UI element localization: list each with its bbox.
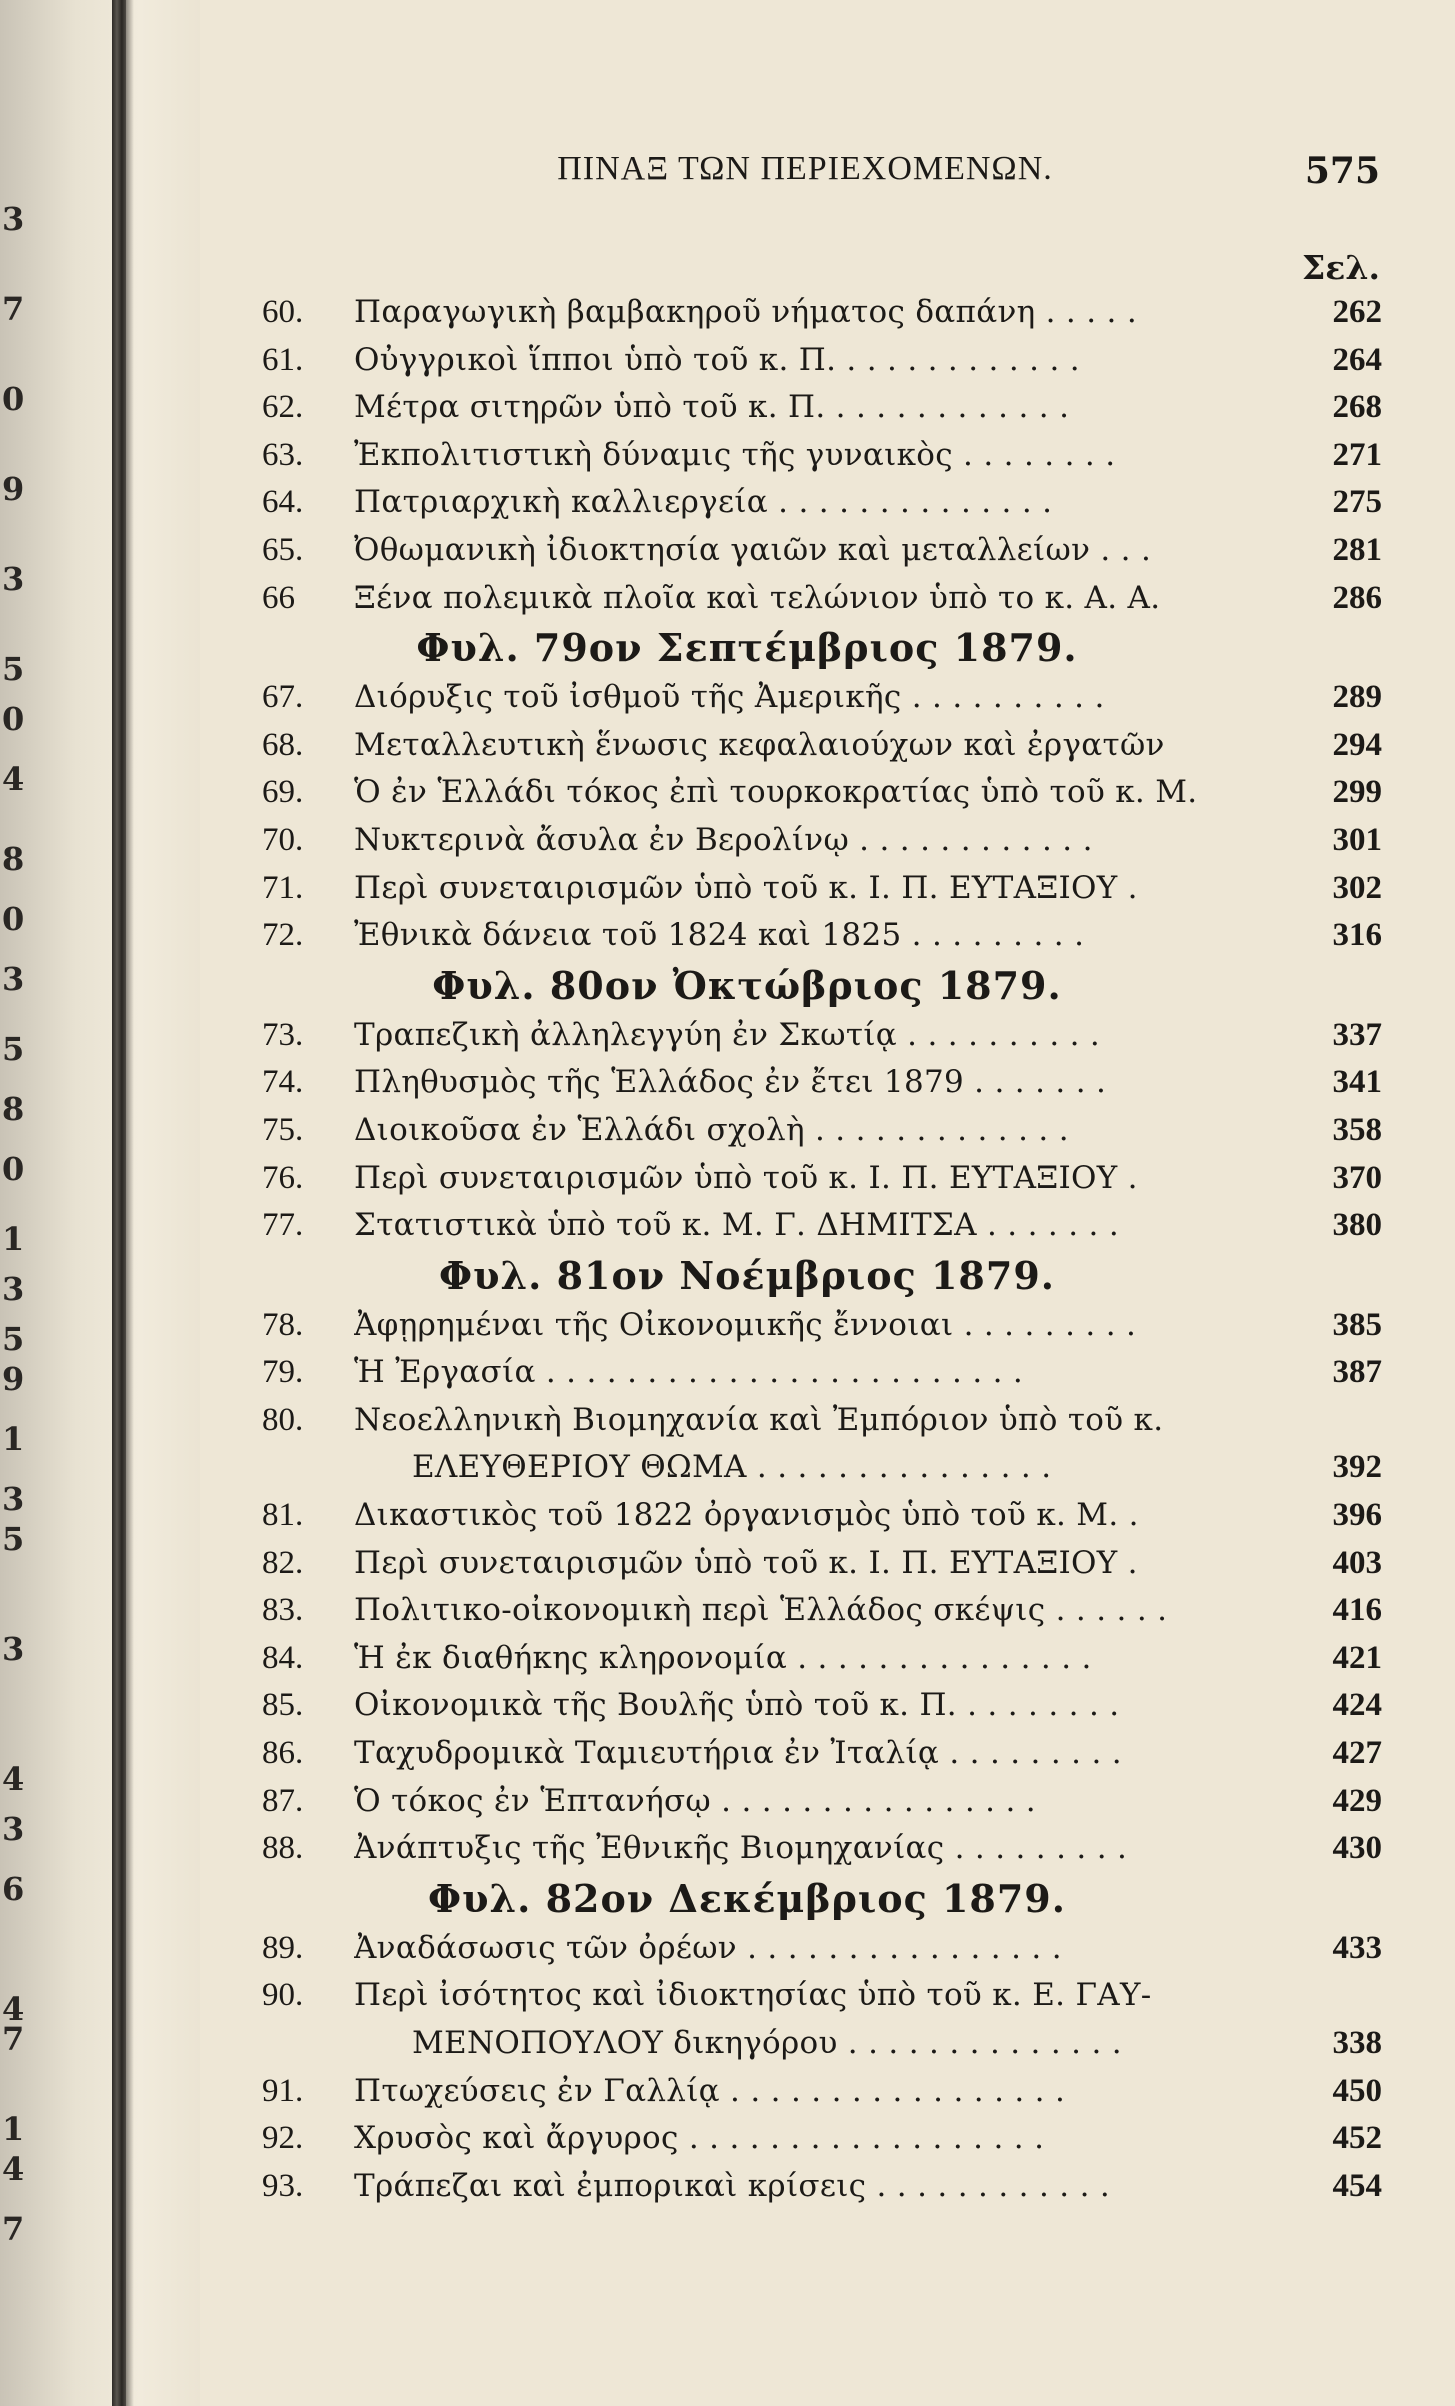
contents-entry: [262, 338, 1382, 386]
entry-number: 91.: [262, 2072, 304, 2109]
contents-entry: [262, 2164, 1382, 2212]
entry-number: 73.: [262, 1016, 304, 1053]
margin-stub-digit: 0: [2, 900, 25, 938]
margin-stub-digit: 5: [2, 1320, 25, 1358]
entry-page-number: 268: [1332, 389, 1382, 426]
entry-title: Διοικοῦσα ἐν Ἑλλάδι σχολὴ . . . . . . . . . . . . .: [354, 1111, 1069, 1148]
entry-title: Δικαστικὸς τοῦ 1822 ὀργανισμὸς ὑπὸ τοῦ κ. Μ. .: [354, 1497, 1139, 1534]
entry-page-number: 380: [1332, 1207, 1382, 1244]
entry-page-number: 430: [1332, 1830, 1382, 1867]
margin-stub-digit: 7: [2, 2020, 25, 2058]
contents-entry: [262, 2069, 1382, 2117]
contents-entry: [262, 1303, 1382, 1351]
entry-page-number: 452: [1332, 2120, 1382, 2157]
section-heading-row: [262, 1874, 1382, 1926]
entry-number: 69.: [262, 774, 304, 811]
margin-stub-digit: 1: [2, 2110, 25, 2148]
margin-stub-digit: 6: [2, 1870, 25, 1908]
section-heading: Φυλ. 79ον Σεπτέμβριος 1879.: [416, 625, 1078, 671]
entry-number: 71.: [262, 869, 304, 906]
contents-list: [262, 290, 1382, 2211]
entry-page-number: 385: [1332, 1306, 1382, 1343]
margin-stub-digit: 7: [2, 290, 25, 328]
entry-title: Παραγωγικὴ βαμβακηροῦ νήματος δαπάνη . . . . .: [354, 294, 1138, 330]
entry-number: 89.: [262, 1929, 304, 1966]
entry-title: Χρυσὸς καὶ ἄργυρος . . . . . . . . . . . . . . . . . .: [354, 2120, 1045, 2157]
contents-entry: [262, 866, 1382, 914]
margin-stub-digit: 8: [2, 1090, 25, 1128]
contents-entry: [262, 2021, 1382, 2069]
spine-shadow: [126, 0, 134, 2406]
margin-stub-digit: 0: [2, 380, 25, 418]
entry-page-number: 416: [1332, 1592, 1382, 1629]
entry-number: 60.: [262, 294, 304, 330]
entry-title: Περὶ συνεταιρισμῶν ὑπὸ τοῦ κ. Ι. Π. ΕΥΤΑΞΙΟΥ .: [354, 1544, 1138, 1581]
margin-stub-digit: 5: [2, 650, 25, 688]
entry-title: Πτωχεύσεις ἐν Γαλλίᾳ . . . . . . . . . . . . . . . . .: [354, 2072, 1066, 2109]
contents-entry: [262, 1108, 1382, 1156]
contents-entry: [262, 1731, 1382, 1779]
entry-number: 68.: [262, 726, 304, 763]
entry-title: Πατριαρχικὴ καλλιεργεία . . . . . . . . . . . . . .: [354, 484, 1053, 521]
entry-page-number: 396: [1332, 1497, 1382, 1534]
entry-title: Ἡ ἐκ διαθήκης κληρονομία . . . . . . . . . . . . . . .: [354, 1639, 1092, 1676]
entry-page-number: 289: [1332, 679, 1382, 716]
margin-stub-digit: 3: [2, 960, 25, 998]
entry-number: 86.: [262, 1735, 304, 1772]
entry-page-number: 427: [1332, 1735, 1382, 1772]
entry-page-number: 387: [1332, 1354, 1382, 1391]
margin-stub-digit: 0: [2, 1150, 25, 1188]
entry-number: 67.: [262, 679, 304, 716]
contents-entry: [262, 433, 1382, 481]
margin-stub-digit: 1: [2, 1420, 25, 1458]
entry-title: Ἐκπολιτιστικὴ δύναμις τῆς γυναικὸς . . . . . . . .: [354, 436, 1116, 473]
contents-entry: [262, 1973, 1382, 2021]
margin-stub-digit: 8: [2, 840, 25, 878]
entry-page-number: 403: [1332, 1544, 1382, 1581]
margin-stub-digit: 4: [2, 760, 25, 798]
contents-entry: [262, 528, 1382, 576]
entry-number: 83.: [262, 1592, 304, 1629]
entry-title: Στατιστικὰ ὑπὸ τοῦ κ. Μ. Γ. ΔΗΜΙΤΣΑ . . . . . . .: [354, 1207, 1119, 1244]
entry-title: Ἀνάπτυξις τῆς Ἐθνικῆς Βιομηχανίας . . . . . . . . .: [354, 1830, 1128, 1867]
facing-page-margin: [0, 0, 40, 2406]
entry-page-number: 424: [1332, 1687, 1382, 1724]
section-heading-row: [262, 1251, 1382, 1303]
contents-entry: [262, 1398, 1382, 1446]
entry-number: 70.: [262, 821, 304, 858]
entry-title: Περὶ ἰσότητος καὶ ἰδιοκτησίας ὑπὸ τοῦ κ. Ε. ΓΑΥ-: [354, 1977, 1152, 2014]
contents-entry: [262, 576, 1382, 624]
margin-stub-digit: 9: [2, 1360, 25, 1398]
margin-stub-digit: 4: [2, 2150, 25, 2188]
entry-page-number: 433: [1332, 1929, 1382, 1966]
contents-entry: [262, 1683, 1382, 1731]
contents-entry: [262, 290, 1382, 338]
margin-stub-digit: 3: [2, 1480, 25, 1518]
contents-entry: [262, 1203, 1382, 1251]
contents-entry: [262, 1826, 1382, 1874]
margin-stub-digit: 5: [2, 1520, 25, 1558]
entry-title: Τραπεζικὴ ἀλληλεγγύη ἐν Σκωτίᾳ . . . . . . . . . .: [354, 1016, 1101, 1053]
section-heading: Φυλ. 80ον Ὀκτώβριος 1879.: [432, 962, 1062, 1008]
section-heading-row: [262, 961, 1382, 1013]
entry-title: ΜΕΝΟΠΟΥΛΟΥ δικηγόρου . . . . . . . . . . . . . .: [412, 2025, 1122, 2061]
entry-number: 92.: [262, 2120, 304, 2157]
contents-entry: [262, 1636, 1382, 1684]
entry-title: ΕΛΕΥΘΕΡΙΟΥ ΘΩΜΑ . . . . . . . . . . . . . . .: [412, 1449, 1052, 1486]
entry-title: Ὀθωμανικὴ ἰδιοκτησία γαιῶν καὶ μεταλλείων . . .: [354, 531, 1152, 568]
contents-entry: [262, 1350, 1382, 1398]
contents-entry: [262, 1588, 1382, 1636]
entry-title: Ἀφῃρημέναι τῆς Οἰκονομικῆς ἔννοιαι . . . . . . . . .: [354, 1306, 1137, 1343]
book-spine: [112, 0, 126, 2406]
entry-page-number: 271: [1332, 436, 1382, 473]
entry-title: Πληθυσμὸς τῆς Ἑλλάδος ἐν ἔτει 1879 . . . . . . .: [354, 1064, 1107, 1101]
entry-title: Ἡ Ἐργασία . . . . . . . . . . . . . . . . . . . . . . . .: [354, 1354, 1024, 1391]
entry-number: 62.: [262, 389, 304, 426]
page-title: ΠΙΝΑΞ ΤΩΝ ΠΕΡΙΕΧΟΜΕΝΩΝ.: [557, 150, 1053, 187]
entry-number: 87.: [262, 1782, 304, 1819]
page-column-heading: Σελ.: [1301, 248, 1380, 287]
contents-entry: [262, 1156, 1382, 1204]
contents-entry: [262, 1445, 1382, 1493]
entry-page-number: 421: [1332, 1639, 1382, 1676]
margin-stub-digit: 3: [2, 1270, 25, 1308]
entry-title: Ὁ τόκος ἐν Ἑπτανήσῳ . . . . . . . . . . . . . . . .: [354, 1782, 1036, 1819]
margin-stub-digit: 5: [2, 1030, 25, 1068]
page-header: [230, 150, 1380, 206]
entry-number: 78.: [262, 1306, 304, 1343]
contents-entry: [262, 1060, 1382, 1108]
entry-number: 79.: [262, 1354, 304, 1391]
entry-number: 65.: [262, 531, 304, 568]
entry-title: Τράπεζαι καὶ ἐμπορικαὶ κρίσεις . . . . . . . . . . . .: [354, 2167, 1111, 2204]
entry-number: 61.: [262, 341, 304, 378]
entry-page-number: 316: [1332, 917, 1382, 954]
entry-page-number: 337: [1332, 1016, 1382, 1053]
entry-title: Ἐθνικὰ δάνεια τοῦ 1824 καὶ 1825 . . . . . . . . .: [354, 917, 1085, 954]
entry-number: 82.: [262, 1544, 304, 1581]
contents-entry: [262, 818, 1382, 866]
margin-stub-digit: 4: [2, 1990, 25, 2028]
contents-entry: [262, 385, 1382, 433]
margin-stub-digit: 3: [2, 560, 25, 598]
entry-title: Νεοελληνικὴ Βιομηχανία καὶ Ἐμπόριον ὑπὸ τοῦ κ.: [354, 1401, 1164, 1438]
entry-page-number: 370: [1332, 1159, 1382, 1196]
entry-title: Περὶ συνεταιρισμῶν ὑπὸ τοῦ κ. Ι. Π. ΕΥΤΑΞΙΟΥ .: [354, 1159, 1138, 1196]
entry-page-number: 286: [1332, 579, 1382, 616]
contents-entry: [262, 1926, 1382, 1974]
entry-page-number: 392: [1332, 1449, 1382, 1486]
entry-number: 76.: [262, 1159, 304, 1196]
contents-entry: [262, 1779, 1382, 1827]
contents-entry: [262, 480, 1382, 528]
entry-number: 88.: [262, 1830, 304, 1867]
entry-page-number: 275: [1332, 484, 1382, 521]
entry-page-number: 281: [1332, 531, 1382, 568]
entry-number: 80.: [262, 1401, 304, 1438]
entry-title: Οἰκονομικὰ τῆς Βουλῆς ὑπὸ τοῦ κ. Π. . . . . . . . .: [354, 1687, 1120, 1724]
entry-number: 63.: [262, 436, 304, 473]
contents-entry: [262, 913, 1382, 961]
entry-page-number: 302: [1332, 869, 1382, 906]
contents-entry: [262, 1013, 1382, 1061]
entry-page-number: 338: [1332, 2025, 1382, 2061]
entry-title: Μεταλλευτικὴ ἕνωσις κεφαλαιούχων καὶ ἐργατῶν: [354, 726, 1165, 763]
entry-page-number: 454: [1332, 2167, 1382, 2204]
entry-title: Ταχυδρομικὰ Ταμιευτήρια ἐν Ἰταλίᾳ . . . . . . . . .: [354, 1735, 1122, 1772]
entry-page-number: 301: [1332, 821, 1382, 858]
section-heading: Φυλ. 81ον Νοέμβριος 1879.: [439, 1252, 1055, 1298]
margin-stub-digit: 9: [2, 470, 25, 508]
entry-page-number: 299: [1332, 774, 1382, 811]
entry-page-number: 358: [1332, 1111, 1382, 1148]
entry-number: 77.: [262, 1207, 304, 1244]
entry-title: Διόρυξις τοῦ ἰσθμοῦ τῆς Ἀμερικῆς . . . . . . . . . .: [354, 679, 1105, 716]
entry-title: Οὐγγρικοὶ ἵπποι ὑπὸ τοῦ κ. Π. . . . . . . . . . . . .: [354, 341, 1080, 378]
section-heading-row: [262, 623, 1382, 675]
entry-page-number: 429: [1332, 1782, 1382, 1819]
contents-entry: [262, 770, 1382, 818]
margin-stub-digit: 3: [2, 1810, 25, 1848]
margin-stub-digit: 3: [2, 200, 25, 238]
entry-title: Πολιτικο-οἰκονομικὴ περὶ Ἑλλάδος σκέψις . . . . . .: [354, 1592, 1168, 1629]
entry-number: 66: [262, 579, 295, 616]
contents-entry: [262, 2116, 1382, 2164]
margin-stub-digit: 4: [2, 1760, 25, 1798]
contents-entry: [262, 1541, 1382, 1589]
contents-entry: [262, 1493, 1382, 1541]
entry-number: 84.: [262, 1639, 304, 1676]
entry-page-number: 262: [1332, 294, 1382, 330]
entry-number: 85.: [262, 1687, 304, 1724]
entry-number: 64.: [262, 484, 304, 521]
contents-entry: [262, 723, 1382, 771]
entry-number: 93.: [262, 2167, 304, 2204]
contents-entry: [262, 675, 1382, 723]
entry-title: Ξένα πολεμικὰ πλοῖα καὶ τελώνιον ὑπὸ το κ. Α. Α.: [354, 579, 1161, 616]
entry-page-number: 341: [1332, 1064, 1382, 1101]
entry-page-number: 450: [1332, 2072, 1382, 2109]
entry-number: 90.: [262, 1977, 304, 2014]
section-heading: Φυλ. 82ον Δεκέμβριος 1879.: [428, 1875, 1066, 1921]
margin-stub-digit: 1: [2, 1220, 25, 1258]
entry-number: 72.: [262, 917, 304, 954]
entry-title: Μέτρα σιτηρῶν ὑπὸ τοῦ κ. Π. . . . . . . . . . . . .: [354, 389, 1070, 426]
margin-stub-digit: 7: [2, 2210, 25, 2248]
page-number: 575: [1304, 150, 1380, 192]
entry-title: Ἀναδάσωσις τῶν ὀρέων . . . . . . . . . . . . . . . .: [354, 1929, 1062, 1966]
entry-title: Ὁ ἐν Ἑλλάδι τόκος ἐπὶ τουρκοκρατίας ὑπὸ τοῦ κ. Μ.: [354, 774, 1198, 811]
entry-page-number: 264: [1332, 341, 1382, 378]
entry-title: Περὶ συνεταιρισμῶν ὑπὸ τοῦ κ. Ι. Π. ΕΥΤΑΞΙΟΥ .: [354, 869, 1138, 906]
entry-number: 75.: [262, 1111, 304, 1148]
entry-page-number: 294: [1332, 726, 1382, 763]
entry-number: 81.: [262, 1497, 304, 1534]
entry-number: 74.: [262, 1064, 304, 1101]
margin-stub-digit: 3: [2, 1630, 25, 1668]
entry-title: Νυκτερινὰ ἄσυλα ἐν Βερολίνῳ . . . . . . . . . . . .: [354, 821, 1093, 858]
margin-stub-digit: 0: [2, 700, 25, 738]
